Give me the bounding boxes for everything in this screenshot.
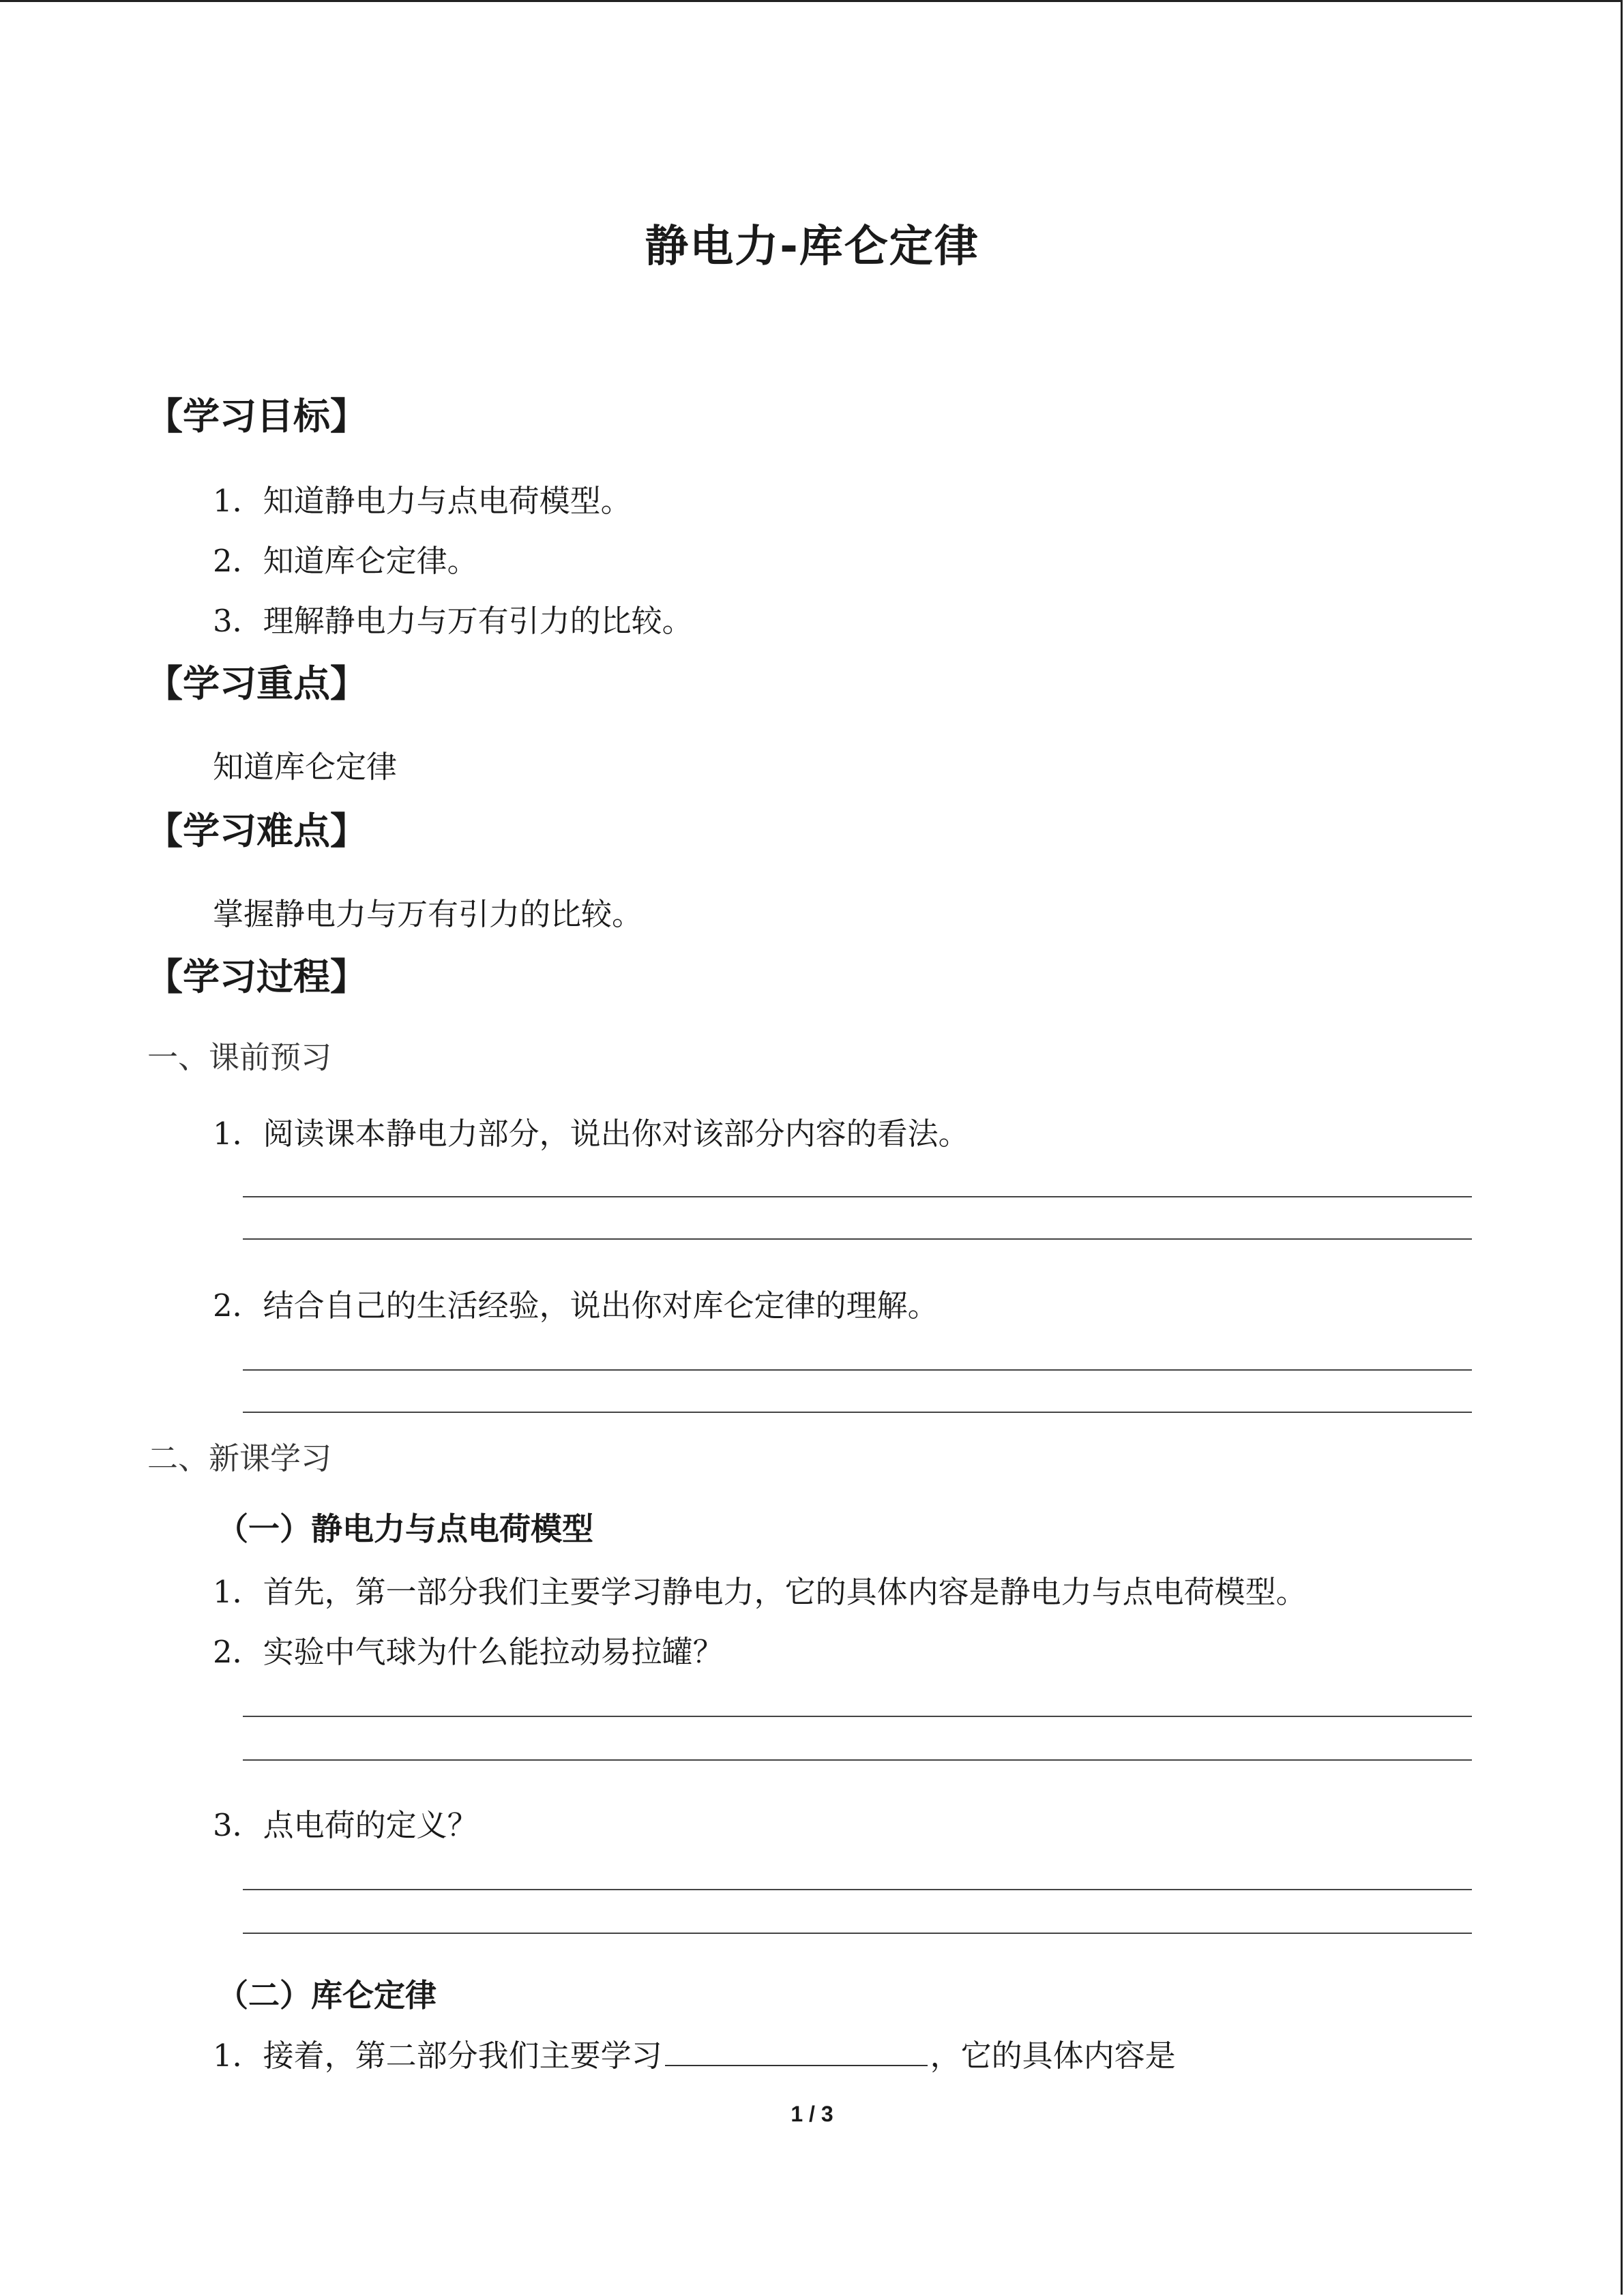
answer-line[interactable]: [243, 1759, 1472, 1761]
new-lesson-section-label: 二、新课学习: [147, 1440, 332, 1476]
answer-line[interactable]: [243, 1716, 1472, 1717]
goal-item-2: 2．知道库仑定律。: [213, 543, 478, 579]
part1-question-2: 2．实验中气球为什么能拉动易拉罐？: [213, 1634, 724, 1670]
goal-item-3: 3．理解静电力与万有引力的比较。: [213, 603, 693, 639]
answer-line[interactable]: [243, 1369, 1472, 1371]
difficulty-heading: 【学习难点】: [146, 809, 367, 852]
part2-question-1-start: 1．接着，第二部分我们主要学习: [213, 2038, 662, 2074]
answer-line[interactable]: [243, 1412, 1472, 1413]
page-number: 1 / 3: [791, 2102, 833, 2126]
preview-section-label: 一、课前预习: [147, 1039, 332, 1075]
difficulty-text: 掌握静电力与万有引力的比较。: [213, 896, 643, 932]
process-heading: 【学习过程】: [146, 955, 367, 998]
key-point-heading: 【学习重点】: [146, 662, 367, 705]
part2-heading: （二）库仑定律: [217, 1977, 437, 2014]
part2-question-1-end: ，它的具体内容是: [930, 2038, 1176, 2074]
part1-question-3: 3．点电荷的定义？: [213, 1807, 478, 1843]
fill-in-blank[interactable]: [665, 2038, 928, 2066]
answer-line[interactable]: [243, 1933, 1472, 1934]
key-point-text: 知道库仑定律: [213, 749, 398, 785]
preview-question-2: 2．结合自己的生活经验，说出你对库仑定律的理解。: [213, 1287, 939, 1324]
part2-question-1: [213, 2031, 1176, 2075]
part1-heading: （一）静电力与点电荷模型: [217, 1510, 593, 1547]
answer-line[interactable]: [243, 1238, 1472, 1240]
goal-item-1: 1．知道静电力与点电荷模型。: [213, 483, 632, 519]
goals-heading: 【学习目标】: [146, 395, 367, 438]
answer-line[interactable]: [243, 1196, 1472, 1197]
page-title: 静电力-库仑定律: [645, 222, 979, 272]
part1-question-1: 1．首先，第一部分我们主要学习静电力，它的具体内容是静电力与点电荷模型。: [213, 1574, 1307, 1610]
preview-question-1: 1．阅读课本静电力部分，说出你对该部分内容的看法。: [213, 1116, 969, 1152]
answer-line[interactable]: [243, 1889, 1472, 1890]
